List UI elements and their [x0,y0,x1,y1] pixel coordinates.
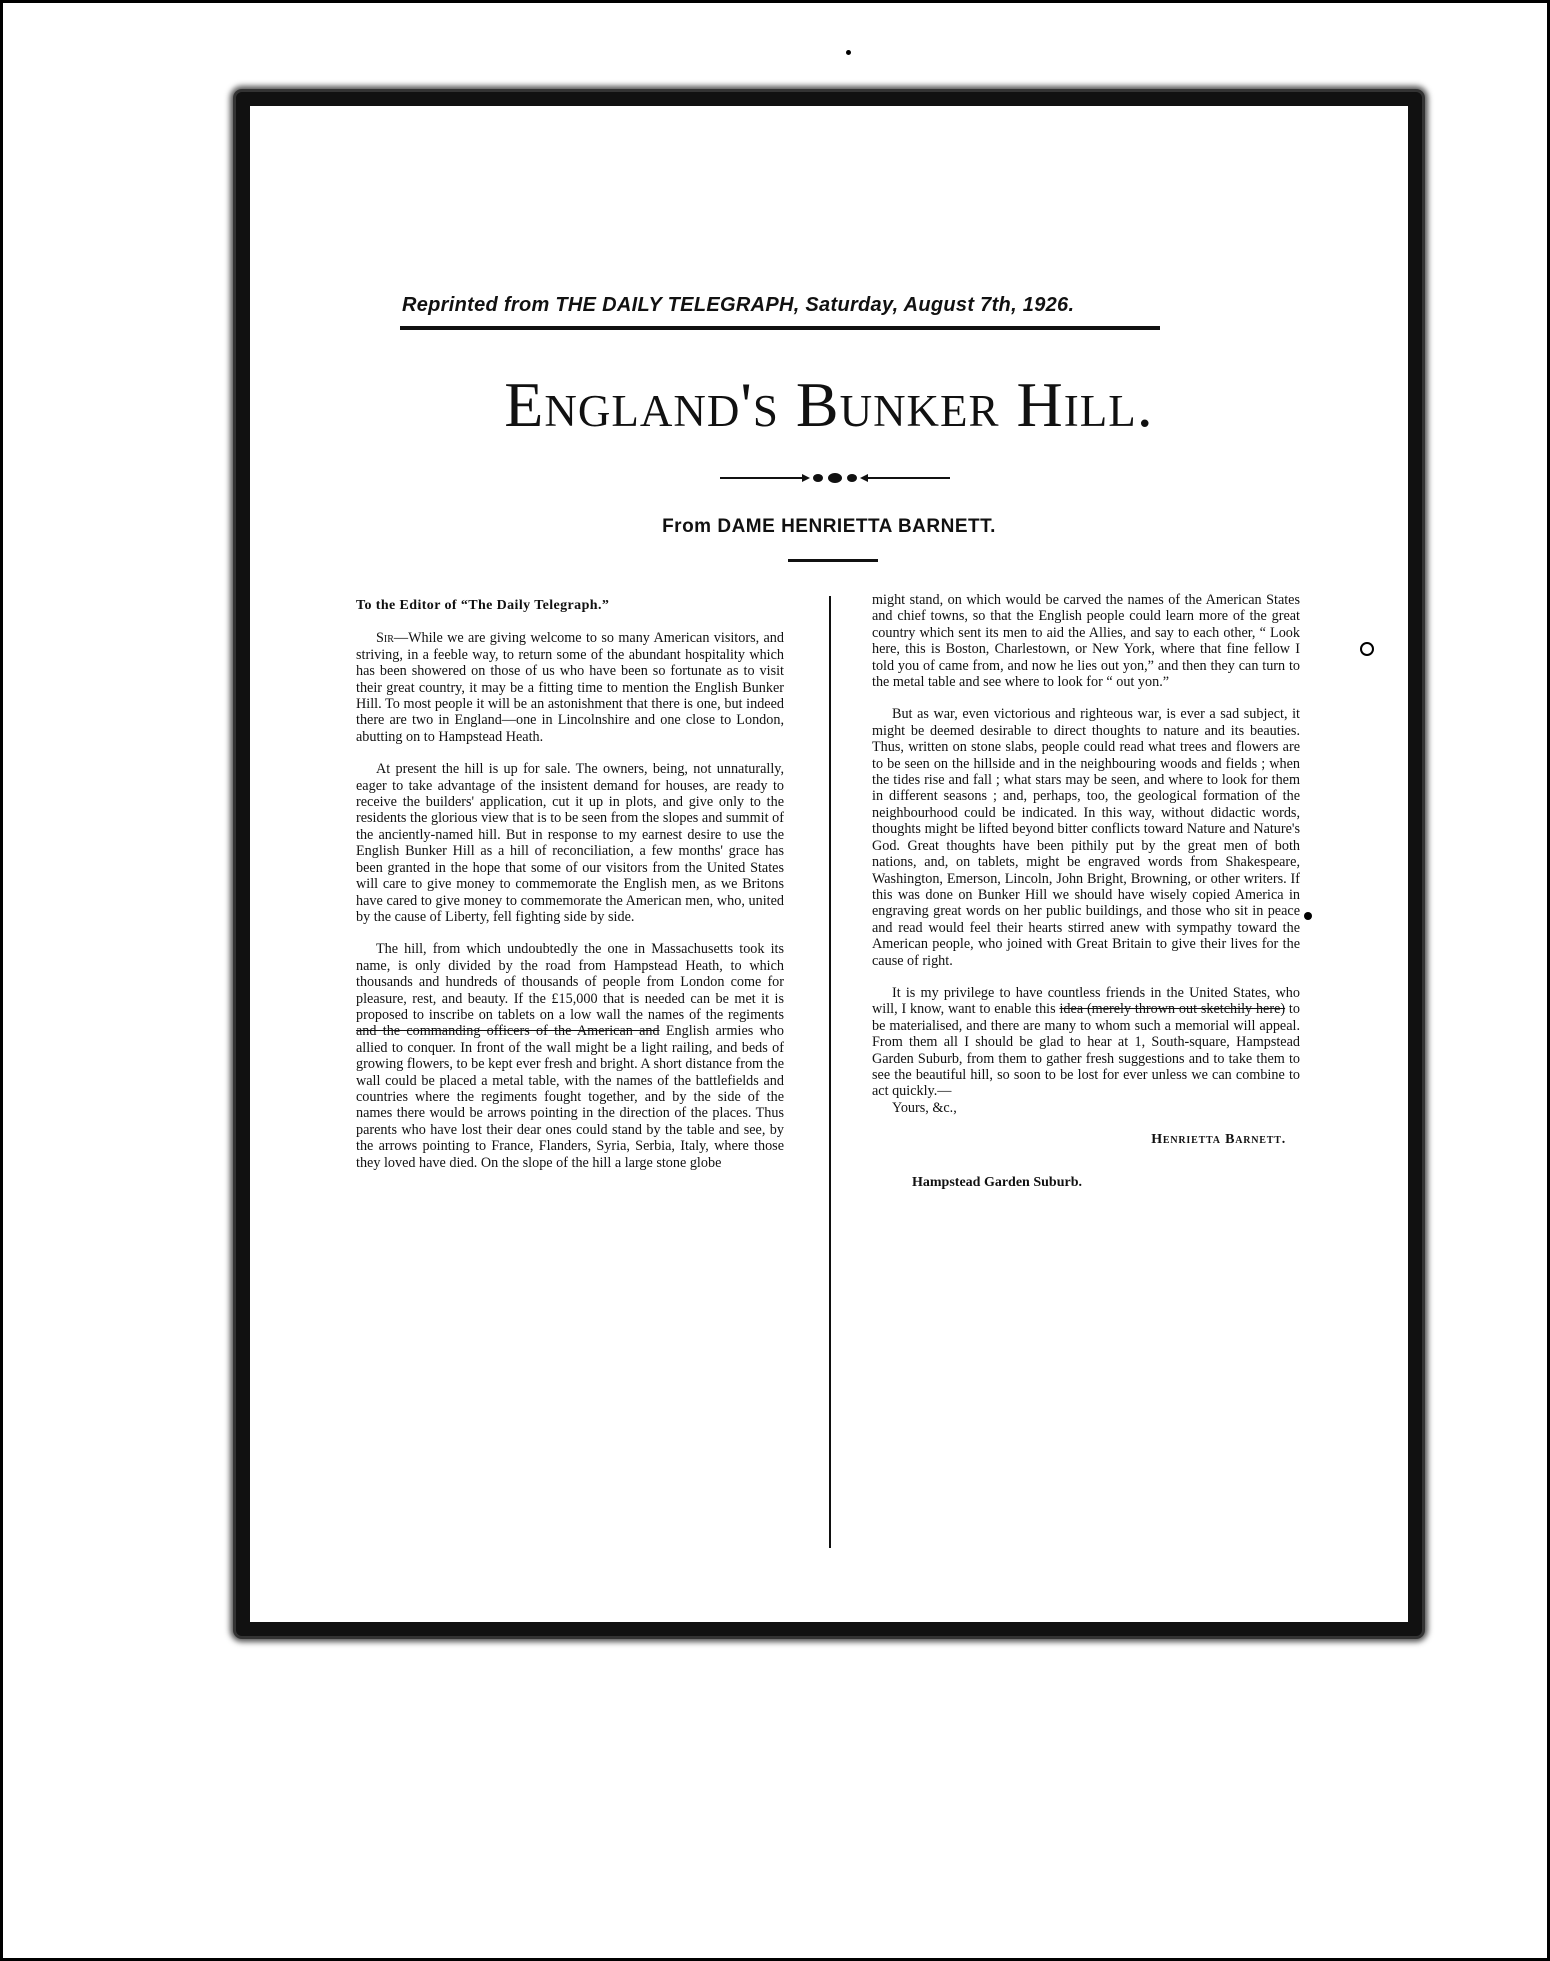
salutation: Sir [376,630,394,647]
reprint-underline [400,326,1160,330]
paragraph-4: might stand, on which would be carved the names of the American States and chief towns, so that the English people could learn more of the great country which sent its men to aid the Allies, and say to each other, “ Look here, this is Boston, Charlestown, or New York, where that fine fellow I told you of came from, and now he lies out yon,” and then they can turn to the metal table and see where to look for “ out yon.” [872,592,1300,691]
ornament-divider [720,468,950,488]
paragraph-3-text-b: English armies who allied to conquer. In front of the wall might be a light railing, and beds of growing flowers, to be kept ever fresh and bright. A short distance from the wall could be placed a metal table, with the names of the battlefields and countries where the regiments fought together, and by the side of the names there would be arrows pointing in the direction of the places. Thus parents who have lost their dear ones could stand by the table and see, by the arrows pointing to France, Flanders, Syria, Serbia, Italy, where those they loved have died. On the slope of the hill a large stone globe [356,1023,784,1171]
valediction: Yours, &c., [892,1099,957,1116]
sender-address: Hampstead Garden Suburb. [912,1174,1082,1190]
ink-speck [846,50,851,55]
signature: Henrietta Barnett. [1151,1132,1286,1148]
paragraph-6-struck-text: idea (merely thrown out sketchily here) [1059,1001,1286,1018]
paragraph-1 [356,630,784,745]
paragraph-6-text-a: It is my privilege to have countless friends in the United States, who will, I know, want to enable this [872,984,1300,1018]
byline: From DAME HENRIETTA BARNETT. [662,516,996,537]
paragraph-3 [356,941,784,1171]
left-column [356,598,784,1187]
column-divider [829,596,831,1548]
paragraph-6 [872,985,1300,1100]
paragraph-3-struck-text: and the commanding officers of the American and [356,1023,660,1040]
paragraph-1-text: —While we are giving welcome to so many American visitors, and striving, in a feeble way, to return some of the abundant hospitality which has been showered on those of us who have been so fortunate as to visit their great country, it may be a fitting time to mention the English Bunker Hill. To most people it will be an astonishment that there is one, but indeed there are two in England—one in Lincolnshire and one close to London, abutting on to Hampstead Heath. [356,630,784,745]
byline-rule [788,559,878,562]
paragraph-6-text-b: to be materialised, and there are many to whom such a memorial will appeal. From them all I should be glad to hear at 1, South-square, Hampstead Garden Suburb, from them to gather fresh suggestions and to take them to see the beautiful hill, so soon to be lost for ever unless we can combine to act quickly.— [872,1001,1300,1100]
paragraph-3-text-a: The hill, from which undoubtedly the one in Massachusetts took its name, is only divided by the road from Hampstead Heath, to which thousands and hundreds of thousands of people from London come for pleasure, rest, and beauty. If the £15,000 that is needed can be met it is proposed to inscribe on tablets on a low wall the names of the regiments [356,941,784,1023]
paragraph-2: At present the hill is up for sale. The owners, being, not unnaturally, eager to take advantage of the insistent demand for houses, are ready to receive the builders' application, cut it up in plots, and give only to the residents the glorious view that is to be seen from the slopes and summit of the anciently-named hill. But in response to my earnest desire to use the English Bunker Hill as a hill of reconciliation, a few months' grace has been granted in the hope that some of our visitors from the United States will care to give money to commemorate the English men, as we Britons have cared to give money to commemorate the American men, who, united by the cause of Liberty, fell fighting side by side. [356,761,784,925]
paragraph-5: But as war, even victorious and righteous war, is ever a sad subject, it might be deemed desirable to direct thoughts to nature and its beauties. Thus, written on stone slabs, people could read what trees and flowers are to be seen on the hillside and in the neighbouring woods and fields ; when the tides rise and fall ; what stars may be seen, and where to look for them in different seasons ; and, perhaps, too, the geological formation of the neighbourhood could be indicated. In this way, without didactic words, thoughts might be lifted beyond bitter conflicts toward Nature and Nature's God. Great thoughts have been pithily put by the great men of both nations, and, on tablets, might be engraved words from Shakespeare, Washington, Emerson, Lincoln, John Bright, Browning, or other writers. If this was done on Bunker Hill we should have wisely copied America in engraving great words on her public buildings, and those who sit in peace and read would feel their hearts stirred anew with sympathy toward the American people, who joined with Great Britain to give their lives for the cause of right. [872,706,1300,969]
ink-speck [1304,912,1312,920]
reprint-line: Reprinted from THE DAILY TELEGRAPH, Saturday, August 7th, 1926. [402,294,1075,316]
addressee: To the Editor of “The Daily Telegraph.” [356,598,610,613]
right-column [872,592,1300,1191]
clipping-frame [236,92,1422,1636]
headline: England's Bunker Hill. [504,369,1154,440]
ink-speck [1360,642,1374,656]
